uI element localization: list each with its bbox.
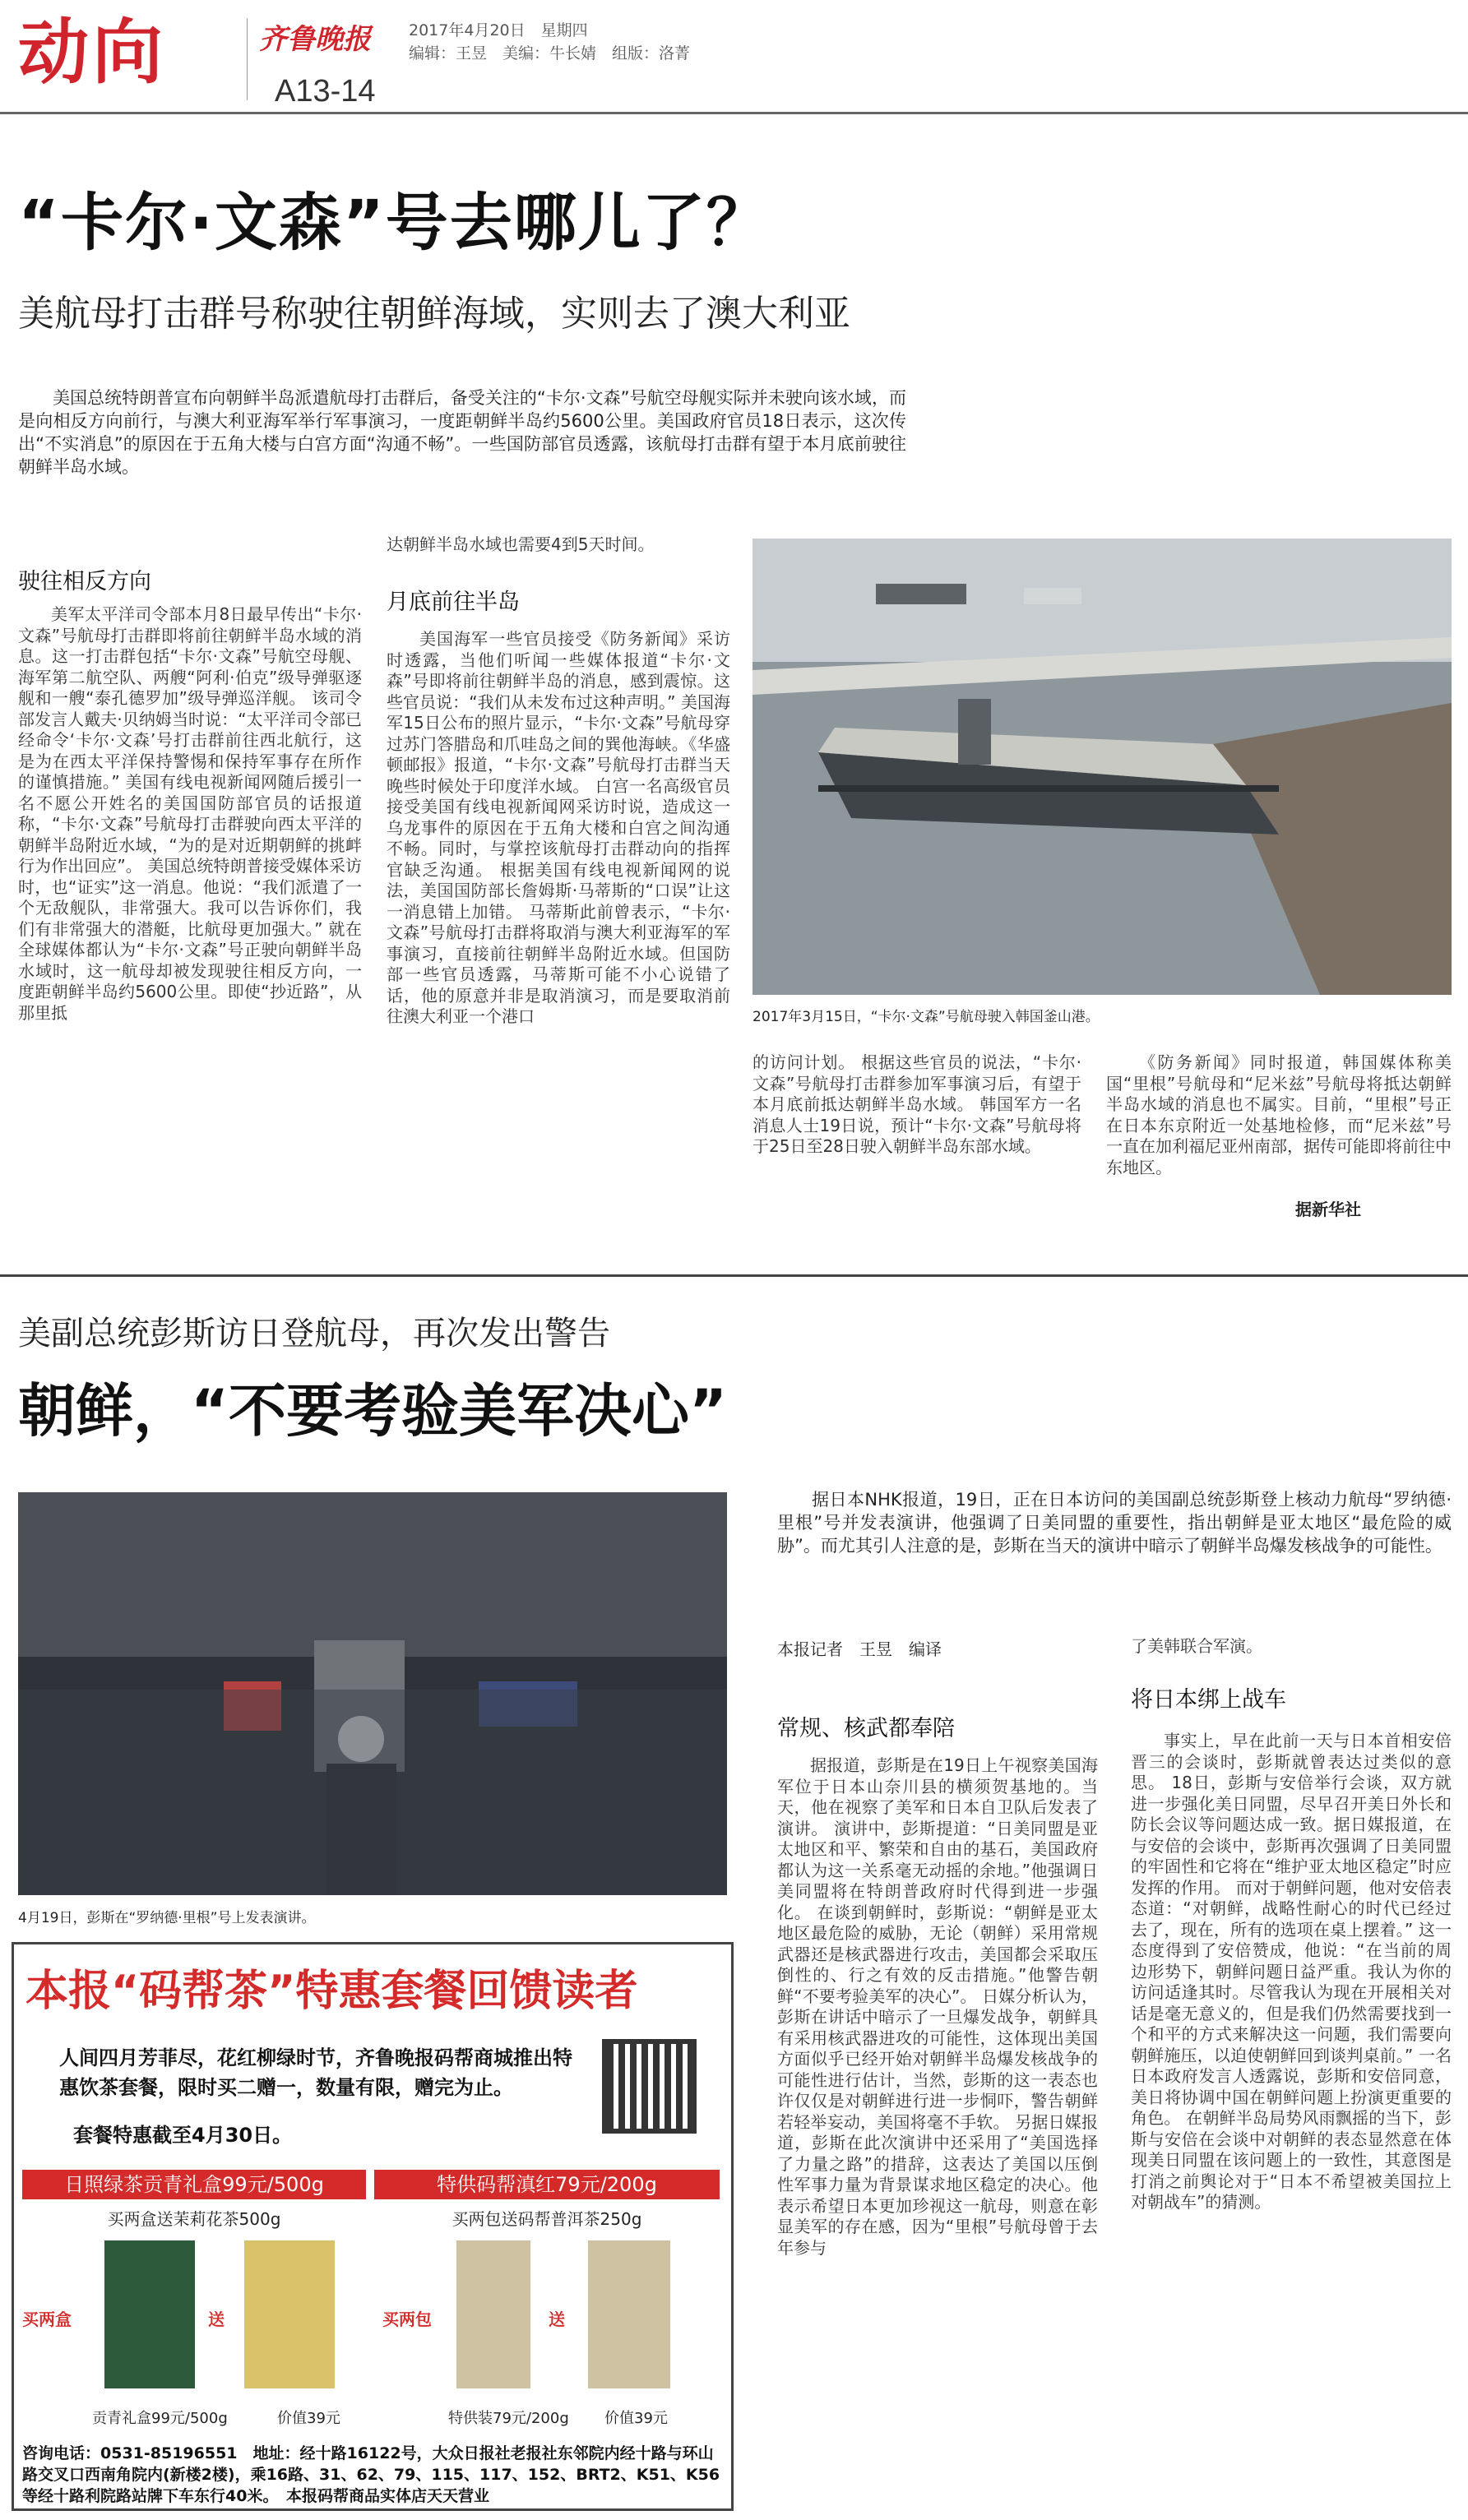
story2-kicker: 美副总统彭斯访日登航母，再次发出警告 xyxy=(18,1315,610,1352)
story1-col1-title: 驶往相反方向 xyxy=(18,569,151,594)
story2-col2-text: 事实上，早在此前一天与日本首相安倍晋三的会谈时，彭斯就曾表达过类似的意思。 18日，彭斯与安倍举行会谈，双方就进一步强化美日同盟，尽早召开美日外长和防长会议等问题达成一致。据日媒报道，在与安倍的会谈中，彭斯再次强调了日美同盟的牢固性和它将在“维护亚太地区稳定”时应发挥的作用。 而对于朝鲜问题，他对安倍表态道：“对朝鲜，战略性耐心的时代已经过去了，现在，所有的选项在桌上摆着。” 这一态度得到了安倍赞成，他说：“在当前的周边形势下，朝鲜问题日益严重。我认为你的访问适逢其时。尽管我认为现在开展相关对话是毫无意义的，但是我们仍然需要找到一个和平的方式来解决这一问题，我们需要向朝鲜施压，以迫使朝鲜回到谈判桌前。” 一名日本政府发言人透露说，彭斯和安倍同意，美日将协调中国在朝鲜问题上扮演更重要的角色。 在朝鲜半岛局势风雨飘摇的当下，彭斯与安倍在会谈中对朝鲜的表态显然意在体现美日同盟在该问题上的一致性，其意图是打消之前舆论对于“日本不希望被美国拉上对朝战车”的猜测。 xyxy=(1131,1731,1452,2212)
story1-col3-text: 的访问计划。 根据这些官员的说法，“卡尔·文森”号航母打击群参加军事演习后，有望于本月底前抵达朝鲜半岛水域。 韩国军方一名消息人士19日说，预计“卡尔·文森”号航母将于25日至28日驶入朝鲜半岛东部水域。 xyxy=(753,1052,1081,1156)
carrier-illustration xyxy=(753,539,1452,995)
story2-col2-title: 将日本绑上战车 xyxy=(1131,1687,1286,1713)
box2-right-price: 价值39元 xyxy=(604,2410,668,2427)
issue-date: 2017年4月20日 星期四 xyxy=(409,21,588,39)
story1-col2-text: 美国海军一些官员接受《防务新闻》采访时透露，当他们听闻一些媒体报道“卡尔·文森”号即将前往朝鲜半岛的消息，感到震惊。这些官员说：“我们从未发布过这种声明。” 美国海军15日公布的照片显示，“卡尔·文森”号航母穿过苏门答腊岛和爪哇岛之间的巽他海峡。《华盛顿邮报》报道，“卡尔·文森”号航母打击群当天晚些时候处于印度洋水域。 白宫一名高级官员接受美国有线电视新闻网采访时说，造成这一乌龙事件的原因在于五角大楼和白宫之间沟通不畅。同时，与掌控该航母打击群动向的指挥官缺乏沟通。 根据美国有线电视新闻网的说法，美国国防部长詹姆斯·马蒂斯的“口误”让这一消息错上加错。 马蒂斯此前曾表示，“卡尔·文森”号航母打击群将取消与澳大利亚海军的军事演习，直接前往朝鲜半岛附近水域。但国防部一些官员透露，马蒂斯可能不小心说错了话，他的原意并非是取消演习，而是要取消前往澳大利亚一个港口 xyxy=(387,629,730,1026)
story2-lead: 据日本NHK报道，19日，正在日本访问的美国副总统彭斯登上核动力航母“罗纳德·里根”号并发表演讲，他强调了日美同盟的重要性，指出朝鲜是亚太地区“最危险的威胁”。而尤其引人注意的是，彭斯在当天的演讲中暗示了朝鲜半岛爆发核战争的可能性。 xyxy=(777,1490,1452,1556)
story1-lead: 美国总统特朗普宣布向朝鲜半岛派遣航母打击群后，备受关注的“卡尔·文森”号航空母舰实际并未驶向该水域，而是向相反方向前行，与澳大利亚海军举行军事演习，一度距朝鲜半岛约5600公里。美国政府官员18日表示，这次传出“不实消息”的原因在于五角大楼与白宫方面“沟通不畅”。一些国防部官员透露，该航母打击群有望于本月底前驶往朝鲜半岛水域。 xyxy=(18,388,906,477)
product-box-1 xyxy=(14,2166,374,2438)
box2-gift: 送 xyxy=(549,2310,565,2329)
story2-col2-top: 了美韩联合军演。 xyxy=(1131,1636,1262,1656)
box1-sub: 买两盒送茉莉花茶500g xyxy=(107,2209,281,2229)
story2-col1-text: 据报道，彭斯是在19日上午视察美国海军位于日本山奈川县的横须贺基地的。当天，他在视察了美军和日本自卫队后发表了演讲。 演讲中，彭斯提道：“日美同盟是亚太地区和平、繁荣和自由的基石，美国政府都认为这一关系毫无动摇的余地。”他强调日美同盟将在特朗普政府时代得到进一步强化。 在谈到朝鲜时，彭斯说：“朝鲜是亚太地区最危险的威胁，无论（朝鲜）采用常规武器还是核武器进行攻击，美国都会采取压倒性的、行之有效的反击措施。”他警告朝鲜“不要考验美军的决心”。 日媒分析认为，彭斯在讲话中暗示了一旦爆发战争，朝鲜具有采用核武器进攻的可能性，这体现出美国方面似乎已经开始对朝鲜半岛爆发核战争的可能性进行估计，当然，彭斯的这一表态也许仅仅是对朝鲜进行进一步恫吓，警告朝鲜若轻举妄动，美国将毫不手软。 另据日媒报道，彭斯在此次演讲中还采用了“美国选择了力量之路”的措辞，这表达了美国以压倒性军事力量为背景谋求地区稳定的决心。他表示希望日本更加珍视这一航母，则意在彰显美军的存在感，因为“里根”号航母曾于去年参与 xyxy=(777,1755,1098,2258)
story2-col1-title: 常规、核武都奉陪 xyxy=(777,1716,955,1741)
paper-logo: 齐鲁晚报 xyxy=(259,23,371,56)
story1-col1-text: 美军太平洋司令部本月8日最早传出“卡尔·文森”号航母打击群即将前往朝鲜半岛水域的消息。这一打击群包括“卡尔·文森”号航空母舰、海军第二航空队、两艘“阿利·伯克”级导弹驱逐舰和一艘“泰孔德罗加”级导弹巡洋舰。 该司令部发言人戴夫·贝纳姆当时说：“太平洋司令部已经命令‘卡尔·文森’号打击群前往西北航行，这是为在西太平洋保持警惕和保持军事存在所作的谨慎措施。” 美国有线电视新闻网随后援引一名不愿公开姓名的美国国防部官员的话报道称，“卡尔·文森”号航母打击群驶向西太平洋的朝鲜半岛附近水域，“为的是对近期朝鲜的挑衅行为作出回应”。 美国总统特朗普接受媒体采访时，也“证实”这一消息。他说：“我们派遣了一个无敌舰队，非常强大。我可以告诉你们，我们有非常强大的潜艇，比航母更加强大。” 就在全球媒体都认为“卡尔·文森”号正驶向朝鲜半岛水域时，这一航母却被发现驶往相反方向，一度距朝鲜半岛约5600公里。即使“抄近路”，从那里抵 xyxy=(18,604,362,1023)
box2-left-price: 特供装79元/200g xyxy=(448,2410,569,2427)
green-tea-box xyxy=(104,2240,195,2388)
masthead-rule xyxy=(0,112,1468,114)
story1-headline: “卡尔·文森”号去哪儿了？ xyxy=(18,186,771,259)
puer-tea-pack xyxy=(588,2240,670,2388)
box2-buy: 买两包 xyxy=(382,2310,432,2329)
product-box-2 xyxy=(374,2166,731,2438)
story1-source: 据新华社 xyxy=(1295,1200,1361,1219)
story2-headline: 朝鲜，“不要考验美军决心” xyxy=(18,1377,728,1445)
editor-credits: 编辑：王昱 美编：牛长婧 组版：洛菁 xyxy=(409,44,691,62)
box2-sub: 买两包送码帮普洱茶250g xyxy=(452,2209,642,2229)
ad-contact: 咨询电话：0531-85196551 地址：经十路16122号，大众日报社老报社东邻院内经十路与环山路交叉口西南角院内(新楼2楼)，乘16路、31、62、79、115、117、152、BRT2、K51、K56等经十路利院路站牌下车东行40米。 本报码帮商品实体店天天营业 xyxy=(22,2444,720,2505)
story1-col2-top: 达朝鲜半岛水域也需要4到5天时间。 xyxy=(387,534,655,554)
qr-code xyxy=(602,2039,697,2134)
story2-byline: 本报记者 王昱 编译 xyxy=(777,1639,942,1659)
jasmine-tea-pack xyxy=(244,2240,335,2388)
section-title: 动向 xyxy=(18,12,166,94)
box1-right-price: 价值39元 xyxy=(277,2410,340,2427)
ad-intro: 人间四月芳菲尽，花红柳绿时节，齐鲁晚报码帮商城推出特惠饮茶套餐，限时买二赠一，数量有限，赠完为止。 xyxy=(59,2046,572,2099)
aircraft-carrier-photo xyxy=(753,539,1452,995)
story1-photo-caption: 2017年3月15日，“卡尔·文森”号航母驶入韩国釜山港。 xyxy=(753,1009,1100,1025)
page-numbers: A13-14 xyxy=(275,74,376,109)
story2-photo-caption: 4月19日，彭斯在“罗纳德·里根”号上发表演讲。 xyxy=(18,1910,316,1926)
box1-buy: 买两盒 xyxy=(22,2310,72,2329)
ad-deadline: 套餐特惠截至4月30日。 xyxy=(73,2124,293,2147)
story-separator xyxy=(0,1274,1468,1277)
box2-header: 特供码帮滇红79元/200g xyxy=(374,2170,720,2199)
box1-header: 日照绿茶贡青礼盒99元/500g xyxy=(22,2170,366,2199)
story1-subheadline: 美航母打击群号称驶往朝鲜海域，实则去了澳大利亚 xyxy=(18,293,850,335)
black-tea-pack xyxy=(456,2240,530,2388)
story1-col2-title: 月底前往半岛 xyxy=(387,590,520,615)
pence-speech-photo xyxy=(18,1492,727,1895)
crowd-illustration xyxy=(18,1492,727,1895)
tea-ad xyxy=(12,1942,734,2511)
ad-title: 本报“码帮茶”特惠套餐回馈读者 xyxy=(25,1967,638,2016)
masthead-divider xyxy=(247,18,248,100)
story1-col4-text: 《防务新闻》同时报道，韩国媒体称美国“里根”号航母和“尼米兹”号航母将抵达朝鲜半岛水域的消息也不属实。目前，“里根”号正在日本东京附近一处基地检修，而“尼米兹”号一直在加利福尼亚州南部，据传可能即将前往中东地区。 xyxy=(1106,1052,1452,1177)
box1-gift: 送 xyxy=(208,2310,225,2329)
box1-left-price: 贡青礼盒99元/500g xyxy=(92,2410,228,2427)
